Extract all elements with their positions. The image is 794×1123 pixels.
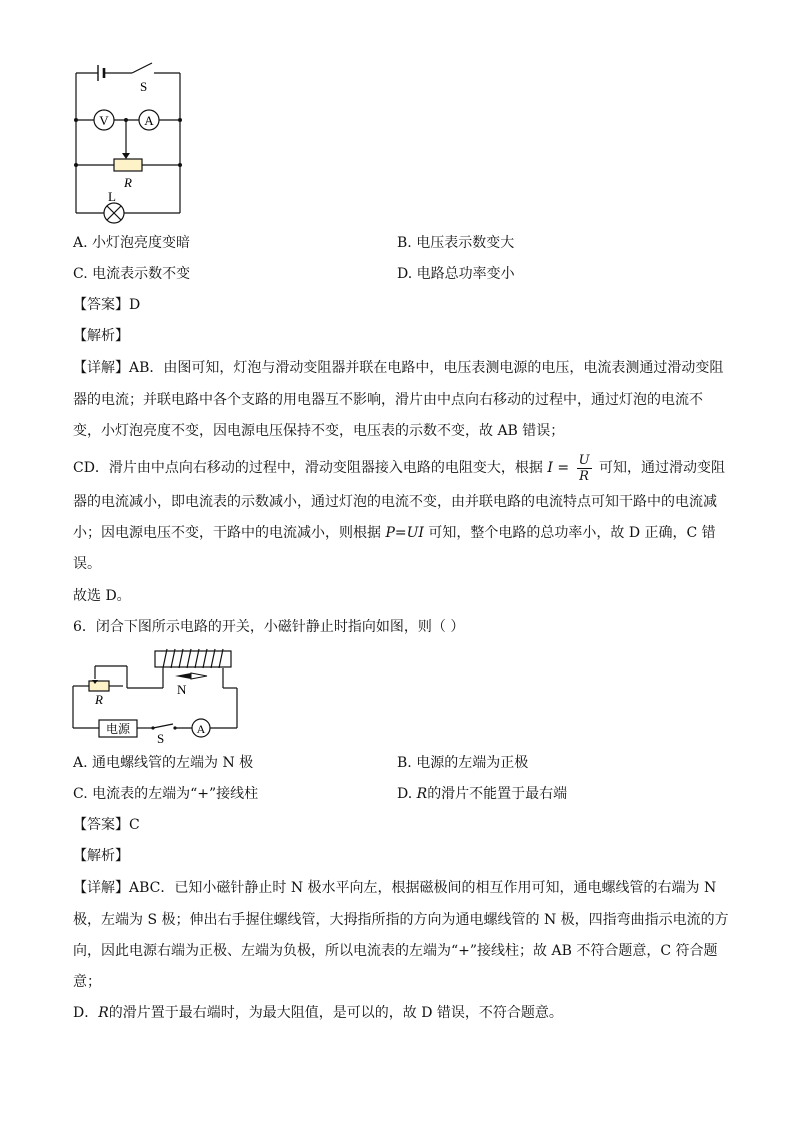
q6-detail-line: 极，左端为 S 极；伸出右手握住螺线管，大拇指所指的方向为通电螺线管的 N 极，四指弯曲指示电流的方 [73,912,729,928]
q5-detail-cd-line [73,452,725,484]
q5-option-c: C. 电流表示数不变 [73,266,191,282]
q6-option-d-prefix: D. [397,786,413,802]
rheostat-label: R [124,175,132,190]
q5-detail-pui-line [73,523,716,543]
q6-option-d-r: R [416,786,428,802]
q5-conclusion: 故选 D。 [73,588,131,604]
switch-label: S [140,79,148,94]
q5-pui-text-after: 可知，整个电路的总功率小，故 D 正确，C 错 [428,525,716,541]
fraction-numerator: U [578,452,590,468]
q6-question: 6．闭合下图所示电路的开关，小磁针静止时指向如图，则（ ） [73,619,465,635]
circuit-diagram-q6 [65,646,245,746]
q6-option-d [397,784,567,804]
formula-lhs: I [547,460,553,476]
power-source-label: 电源 [105,722,131,736]
q5-analysis-heading: 【解析】 [73,328,129,344]
q6-d-r: R [98,1005,109,1021]
q6-option-a: A. 通电螺线管的左端为 N 极 [73,755,254,771]
q5-option-d: D. 电路总功率变小 [397,266,515,282]
lamp-label: L [108,189,116,204]
q5-detail-line: 【详解】AB．由图可知，灯泡与滑动变阻器并联在电路中，电压表测电源的电压，电流表测通过滑动变阻 [73,360,724,376]
needle-north-label: N [177,682,187,697]
q6-detail-line: 向，因此电源右端为正极、左端为负极，所以电流表的左端为“+”接线柱；故 AB 不符合题意，C 符合题 [73,943,718,959]
q6-analysis-heading: 【解析】 [73,848,129,864]
q6-detail-line: 意； [73,974,101,990]
circuit-diagram-q5 [60,55,200,225]
formula-eq: = [557,460,570,476]
q6-detail-d-line [73,1003,563,1023]
q6-answer: 【答案】C [73,817,140,833]
q5-cd-text-before: CD．滑片由中点向右移动的过程中，滑动变阻器接入电路的电阻变大，根据 [73,460,543,476]
q5-detail-line: 变，小灯泡亮度不变，因电源电压保持不变，电压表的示数不变，故 AB 错误； [73,423,565,439]
fraction-denominator: R [579,468,589,484]
q5-option-a: A. 小灯泡亮度变暗 [73,235,191,251]
q5-detail-line: 误。 [73,556,101,572]
q6-detail-line: 【详解】ABC．已知小磁针静止时 N 极水平向左，根据磁极间的相互作用可知，通电螺线管的右端为 N [73,880,717,896]
q6-option-d-text: 的滑片不能置于最右端 [427,786,568,802]
voltmeter-label: V [99,113,109,128]
q6-d-text: 的滑片置于最右端时，为最大阻值，是可以的，故 D 错误，不符合题意。 [108,1005,563,1021]
rheostat-label: R [95,692,103,707]
ohm-law-fraction [577,453,592,484]
ammeter-label: A [144,113,154,128]
ammeter-label: A [196,722,206,736]
q5-option-b: B. 电压表示数变大 [397,235,515,251]
q5-answer: 【答案】D [73,297,141,313]
q5-pui-text-before: 小；因电源电压不变，干路中的电流减小，则根据 [73,525,381,541]
q6-option-b: B. 电源的左端为正极 [397,755,529,771]
switch-label: S [157,731,165,746]
q6-option-c: C. 电流表的左端为“+”接线柱 [73,786,259,802]
q5-detail-line: 器的电流减小，即电流表的示数减小，通过灯泡的电流不变，由并联电路的电流特点可知干路中的电流减 [73,494,717,510]
q5-detail-line: 器的电流；并联电路中各个支路的用电器互不影响，滑片由中点向右移动的过程中，通过灯泡的电流不 [73,392,703,408]
power-formula: P=UI [385,525,424,541]
q6-d-prefix: D． [73,1005,99,1021]
q5-cd-text-after: 可知，通过滑动变阻 [598,460,725,476]
